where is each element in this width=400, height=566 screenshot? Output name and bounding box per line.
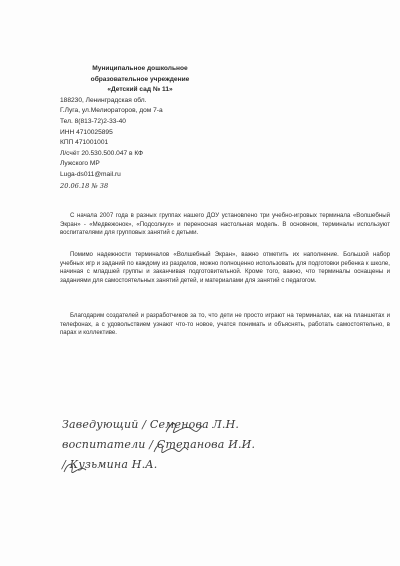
paragraph-text: Помимо надежности терминалов «Волшебный Экран», важно отметить их наполнение. Большой набор учебных игр и заданий по каждому из разделов, можно полноценно использовать для подготовки ребенка к школе, начиная с младшей группы и заканчивая подготовительной. Кроме того, важно, что терминалы оснащены и заданиями для самостоятельных занятий детей, и материалами для занятий с педагогом. — [60, 251, 390, 284]
account-line: Л/счёт 20.530.500.047 в КФ — [60, 149, 143, 157]
address-line: 188230, Ленинградская обл. — [60, 96, 147, 104]
phone-line: Тел. 8(813-72)2-33-40 — [60, 117, 126, 125]
org-name-line-2: образовательное учреждение — [90, 75, 190, 83]
paragraph-text: С начала 2007 года в разных группах нашего ДОУ установлено три учебно-игровых терминала «Волшебный Экран» - «Медвежонок», «Подсолнух» и переносная настольная модель. В основном, терминалы используют воспитателями для групповых занятий с детьми. — [60, 212, 390, 236]
signature-text: / Кузьмина Н.А. — [62, 458, 158, 471]
signature-text: Заведующий / Семенова Л.Н. — [62, 418, 240, 431]
date-number-line: 20.06.18 № 38 — [60, 181, 109, 190]
paragraph-2 — [60, 251, 390, 285]
signature-scribble-icon — [62, 418, 392, 438]
signature-row — [62, 438, 392, 458]
org-name-line-3: «Детский сад № 11» — [107, 86, 173, 94]
paragraph-3 — [60, 312, 390, 338]
paragraph-text: Благодарим создателей и разработчиков за то, что дети не просто играют на терминалах, как на планшетах и телефонах, а с удовольствием узнают что-то новое, учатся понимать и объяснять, работать самостоятельно, в парах и коллективе. — [60, 312, 390, 336]
inn-line: ИНН 4710025895 — [60, 128, 113, 136]
org-name-line-1: Муниципальное дошкольное — [92, 65, 188, 72]
signature-block — [62, 418, 392, 478]
address-line: Г.Луга, ул.Мелиораторов, дом 7-а — [60, 107, 163, 115]
signature-row — [62, 458, 392, 478]
kpp-line: КПП 471001001 — [60, 139, 109, 147]
signature-scribble-icon — [62, 458, 392, 478]
letterhead — [60, 64, 220, 191]
paragraph-1 — [60, 212, 390, 238]
signature-row — [62, 418, 392, 438]
email-line: Luga-ds011@mail.ru — [60, 170, 121, 178]
account-line-2: Лужского МР — [60, 160, 100, 168]
signature-text: воспитатели / Степанова И.И. — [62, 438, 256, 451]
signature-scribble-icon — [62, 438, 392, 458]
